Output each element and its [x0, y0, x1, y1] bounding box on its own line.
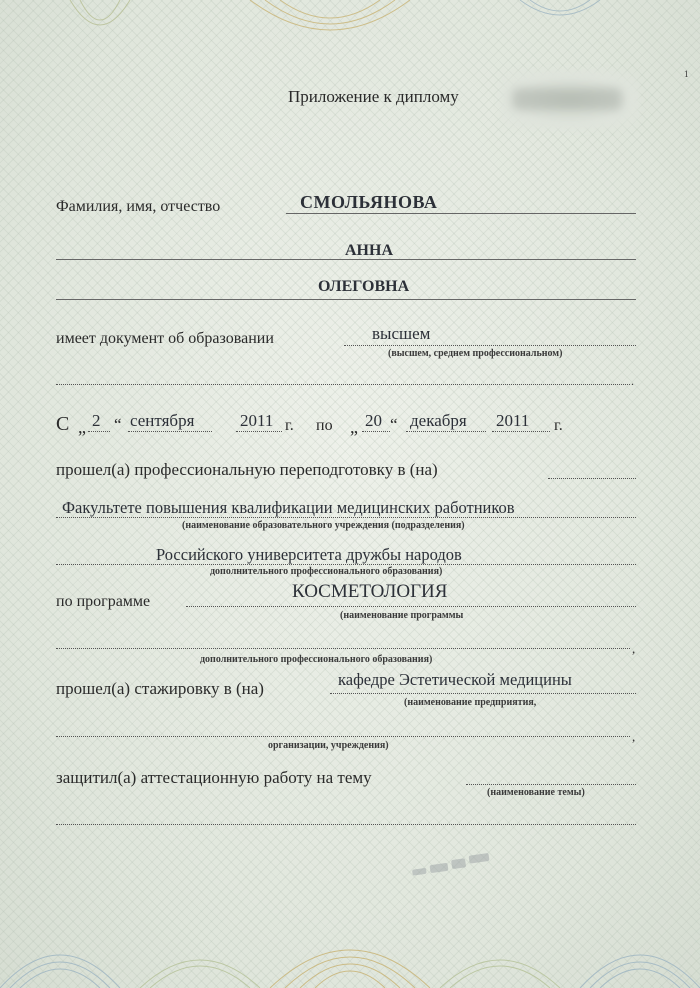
period-from-quote-open: „	[78, 417, 86, 437]
internship-hint2: организации, учреждения)	[268, 740, 389, 751]
page-number: 1	[684, 69, 689, 79]
education-line-2-dot: .	[631, 374, 634, 388]
education-label: имеет документ об образовании	[56, 330, 274, 347]
internship-line	[330, 693, 636, 694]
education-hint: (высшем, среднем профессиональном)	[388, 348, 563, 359]
period-to-month-line	[406, 431, 486, 432]
top-guilloche-ornament	[0, 0, 700, 60]
internship-value: кафедре Эстетической медицины	[338, 670, 572, 689]
period-to-year-suffix: г.	[554, 417, 563, 434]
fio-patronymic: ОЛЕГОВНА	[318, 278, 410, 295]
retraining-label: прошел(а) профессиональную переподготовку в (на)	[56, 460, 438, 479]
education-line	[344, 345, 636, 346]
period-from-month-line	[128, 431, 212, 432]
fio-surname-line	[286, 213, 636, 214]
thesis-line	[466, 784, 636, 785]
fio-label: Фамилия, имя, отчество	[56, 198, 221, 215]
period-from-year-suffix: г.	[285, 417, 294, 434]
period-from-day-line	[88, 431, 110, 432]
program-hint2: дополнительного профессионального образования)	[200, 654, 433, 665]
period-from-quote-close: “	[114, 415, 122, 434]
period-from-prefix: С	[56, 413, 70, 435]
retraining-hint2: дополнительного профессионального образования)	[210, 566, 443, 577]
program-line-2-comma: ,	[632, 641, 636, 656]
program-line	[186, 606, 636, 607]
page-title: Приложение к диплому	[288, 87, 459, 106]
retraining-institution-line1: Факультете повышения квалификации медицинских работников	[62, 498, 515, 517]
period-from-month: сентября	[130, 411, 195, 430]
thesis-line-2	[56, 824, 636, 825]
blurred-serial-number	[500, 70, 640, 130]
program-hint1: (наименование программы	[340, 610, 464, 621]
retraining-line	[548, 478, 636, 479]
period-to-quote-close: “	[390, 415, 398, 434]
retraining-institution-line2: Российского университета дружбы народов	[156, 545, 462, 564]
fio-name: АННА	[345, 242, 393, 259]
internship-line-2-comma: ,	[632, 729, 636, 744]
period-to-year: 2011	[496, 411, 530, 430]
fio-name-line	[56, 259, 636, 260]
period-to-day: 20	[365, 411, 382, 430]
retraining-institution-line2-underline	[56, 564, 636, 565]
period-to-prefix: по	[316, 417, 333, 434]
thesis-label: защитил(а) аттестационную работу на тему	[56, 768, 372, 787]
retraining-institution-line1-underline	[56, 517, 636, 518]
program-value: КОСМЕТОЛОГИЯ	[292, 581, 448, 602]
period-to-quote-open: „	[350, 417, 358, 437]
program-line-2	[56, 648, 630, 649]
period-to-year-line	[492, 431, 550, 432]
retraining-hint1: (наименование образовательного учреждения (подразделения)	[182, 520, 465, 531]
internship-label: прошел(а) стажировку в (на)	[56, 679, 264, 698]
internship-line-2	[56, 736, 630, 737]
period-to-day-line	[362, 431, 390, 432]
internship-hint1: (наименование предприятия,	[404, 697, 537, 708]
education-value: высшем	[372, 324, 431, 343]
program-label: по программе	[56, 593, 151, 610]
period-from-year-line	[236, 431, 282, 432]
education-line-2	[56, 384, 630, 385]
period-from-day: 2	[92, 411, 101, 430]
period-from-year: 2011	[240, 411, 274, 430]
fio-patronymic-line	[56, 299, 636, 300]
bottom-guilloche-ornament	[0, 912, 700, 988]
fio-surname: СМОЛЬЯНОВА	[300, 192, 438, 212]
faint-stamp-mark	[406, 846, 499, 888]
period-to-month: декабря	[410, 411, 467, 430]
thesis-hint: (наименование темы)	[487, 787, 585, 798]
